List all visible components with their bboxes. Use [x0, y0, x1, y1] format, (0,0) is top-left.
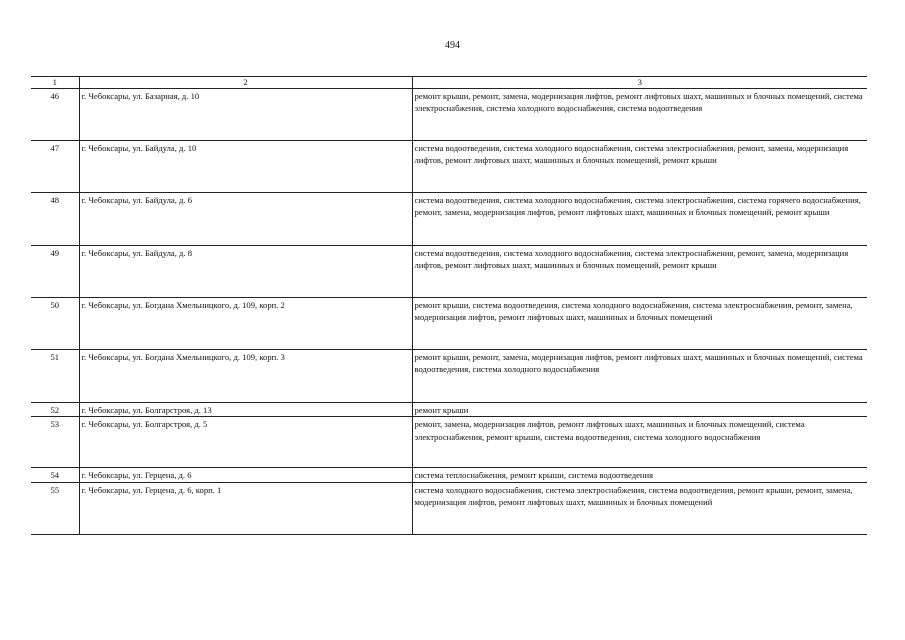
- address-cell: г. Чебоксары, ул. Болгарстроя, д. 13: [79, 403, 412, 417]
- row-number: 50: [31, 298, 79, 350]
- column-header-3: 3: [412, 77, 867, 89]
- table-header-row: [31, 77, 867, 89]
- table-row: [31, 193, 867, 246]
- row-number: 49: [31, 246, 79, 298]
- address-cell: г. Чебоксары, ул. Герцена, д. 6: [79, 468, 412, 482]
- table-row: [31, 141, 867, 193]
- row-number: 46: [31, 89, 79, 141]
- works-cell: ремонт крыши, ремонт, замена, модернизация лифтов, ремонт лифтовых шахт, машинных и блочных помещений, система водоотведения, система холодного водоснабжения: [412, 350, 867, 403]
- table-row: [31, 89, 867, 141]
- row-number: 47: [31, 141, 79, 193]
- row-number: 48: [31, 193, 79, 246]
- works-cell: система холодного водоснабжения, система электроснабжения, система водоотведения, ремонт крыши, ремонт, замена, модернизация лифтов, ремонт лифтовых шахт, машинных и блочных помещений: [412, 482, 867, 534]
- works-cell: система водоотведения, система холодного водоснабжения, система электроснабжения, ремонт, замена, модернизация лифтов, ремонт лифтовых шахт, машинных и блочных помещений, ремонт крыши: [412, 141, 867, 193]
- works-cell: ремонт крыши, система водоотведения, система холодного водоснабжения, система электроснабжения, ремонт, замена, модернизация лифтов, ремонт лифтовых шахт, машинных и блочных помещений: [412, 298, 867, 350]
- address-cell: г. Чебоксары, ул. Болгарстроя, д. 5: [79, 417, 412, 468]
- column-header-2: 2: [79, 77, 412, 89]
- address-cell: г. Чебоксары, ул. Байдула, д. 6: [79, 193, 412, 246]
- table-row: [31, 403, 867, 417]
- row-number: 52: [31, 403, 79, 417]
- works-cell: ремонт крыши, ремонт, замена, модернизация лифтов, ремонт лифтовых шахт, машинных и блочных помещений, система электроснабжения, система холодного водоснабжения, система водоотведения: [414, 91, 863, 114]
- column-header-1: 1: [31, 77, 79, 89]
- works-cell: система водоотведения, система холодного водоснабжения, система электроснабжения, система горячего водоснабжения, ремонт, замена, модернизация лифтов, ремонт лифтовых шахт, машинных и блочных помещений, ремонт крыши: [412, 193, 867, 246]
- table-row: [31, 246, 867, 298]
- works-cell: система теплоснабжения, ремонт крыши, система водоотведения: [412, 468, 867, 482]
- table-row: [31, 417, 867, 468]
- works-cell: система водоотведения, система холодного водоснабжения, система электроснабжения, ремонт, замена, модернизация лифтов, ремонт лифтовых шахт, машинных и блочных помещений, ремонт крыши: [412, 246, 867, 298]
- table-row: [31, 482, 867, 534]
- works-cell: ремонт, замена, модернизация лифтов, ремонт лифтовых шахт, машинных и блочных помещений, система электроснабжения, ремонт крыши, система водоотведения, система холодного водоснабжения: [412, 417, 867, 468]
- page-number: 494: [445, 40, 460, 51]
- row-number: 54: [31, 468, 79, 482]
- address-cell: г. Чебоксары, ул. Герцена, д. 6, корп. 1: [79, 482, 412, 534]
- address-cell: г. Чебоксары, ул. Байдула, д. 10: [79, 141, 412, 193]
- registry-table: [31, 76, 867, 535]
- address-cell: г. Чебоксары, ул. Богдана Хмельницкого, д. 109, корп. 3: [79, 350, 412, 403]
- table-row: [31, 350, 867, 403]
- table-row: [31, 468, 867, 482]
- row-number: 55: [31, 482, 79, 534]
- address-cell: г. Чебоксары, ул. Базарная, д. 10: [79, 89, 412, 141]
- address-cell: г. Чебоксары, ул. Байдула, д. 8: [79, 246, 412, 298]
- table-row: [31, 298, 867, 350]
- address-cell: г. Чебоксары, ул. Богдана Хмельницкого, д. 109, корп. 2: [79, 298, 412, 350]
- row-number: 51: [31, 350, 79, 403]
- row-number: 53: [31, 417, 79, 468]
- works-cell: ремонт крыши: [412, 403, 867, 417]
